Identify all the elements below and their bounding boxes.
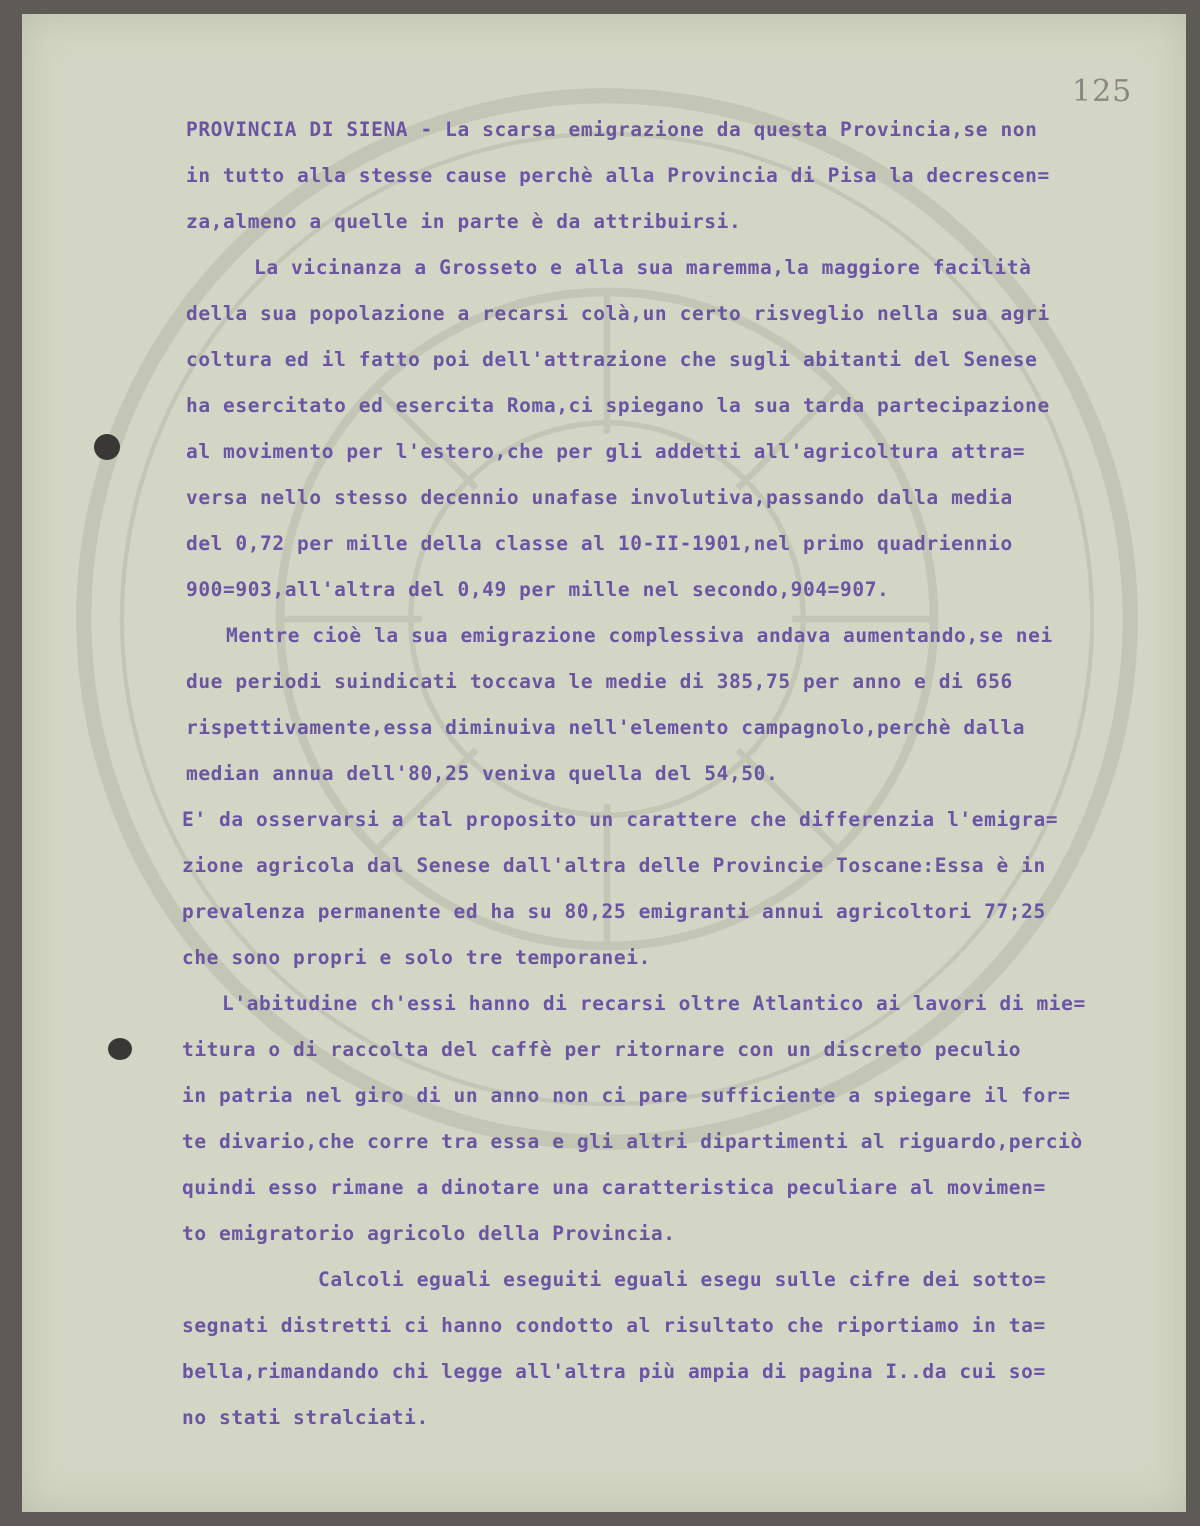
text-line: della sua popolazione a recarsi colà,un certo risveglio nella sua agri: [186, 302, 1050, 325]
text-line: del 0,72 per mille della classe al 10-II-1901,nel primo quadriennio: [186, 532, 1013, 555]
text-line: rispettivamente,essa diminuiva nell'elemento campagnolo,perchè dalla: [186, 716, 1026, 739]
text-line: coltura ed il fatto poi dell'attrazione che sugli abitanti del Senese: [186, 348, 1038, 371]
text-line: Mentre cioè la sua emigrazione complessiva andava aumentando,se nei: [226, 624, 1053, 647]
text-line: in tutto alla stesse cause perchè alla Provincia di Pisa la decrescen=: [186, 164, 1050, 187]
page-number: 125: [1072, 74, 1133, 109]
text-line: bella,rimandando chi legge all'altra più ampia di pagina I..da cui so=: [182, 1360, 1046, 1383]
text-line: E' da osservarsi a tal proposito un carattere che differenzia l'emigra=: [182, 808, 1059, 831]
text-line: no stati stralciati.: [182, 1406, 429, 1429]
body-text: [22, 14, 1186, 1512]
text-line: Calcoli eguali eseguiti eguali esegu sulle cifre dei sotto=: [318, 1268, 1047, 1291]
text-line: quindi esso rimane a dinotare una caratteristica peculiare al movimen=: [182, 1176, 1046, 1199]
text-line: prevalenza permanente ed ha su 80,25 emigranti annui agricoltori 77;25: [182, 900, 1046, 923]
text-line: versa nello stesso decennio unafase involutiva,passando dalla media: [186, 486, 1013, 509]
text-line: za,almeno a quelle in parte è da attribuirsi.: [186, 210, 742, 233]
text-line: che sono propri e solo tre temporanei.: [182, 946, 651, 969]
text-line: in patria nel giro di un anno non ci pare sufficiente a spiegare il for=: [182, 1084, 1071, 1107]
text-line: zione agricola dal Senese dall'altra delle Provincie Toscane:Essa è in: [182, 854, 1046, 877]
text-line: segnati distretti ci hanno condotto al risultato che riportiamo in ta=: [182, 1314, 1046, 1337]
text-line: due periodi suindicati toccava le medie di 385,75 per anno e di 656: [186, 670, 1013, 693]
typewritten-page: [22, 14, 1186, 1512]
text-line: L'abitudine ch'essi hanno di recarsi oltre Atlantico ai lavori di mie=: [222, 992, 1086, 1015]
text-line: to emigratorio agricolo della Provincia.: [182, 1222, 676, 1245]
text-line: PROVINCIA DI SIENA - La scarsa emigrazione da questa Provincia,se non: [186, 118, 1038, 141]
text-line: median annua dell'80,25 veniva quella del 54,50.: [186, 762, 779, 785]
text-line: La vicinanza a Grosseto e alla sua maremma,la maggiore facilità: [254, 256, 1032, 279]
text-line: ha esercitato ed esercita Roma,ci spiegano la sua tarda partecipazione: [186, 394, 1050, 417]
text-line: al movimento per l'estero,che per gli addetti all'agricoltura attra=: [186, 440, 1026, 463]
text-line: te divario,che corre tra essa e gli altri dipartimenti al riguardo,perciò: [182, 1130, 1083, 1153]
text-line: titura o di raccolta del caffè per ritornare con un discreto peculio: [182, 1038, 1022, 1061]
text-line: 900=903,all'altra del 0,49 per mille nel secondo,904=907.: [186, 578, 890, 601]
